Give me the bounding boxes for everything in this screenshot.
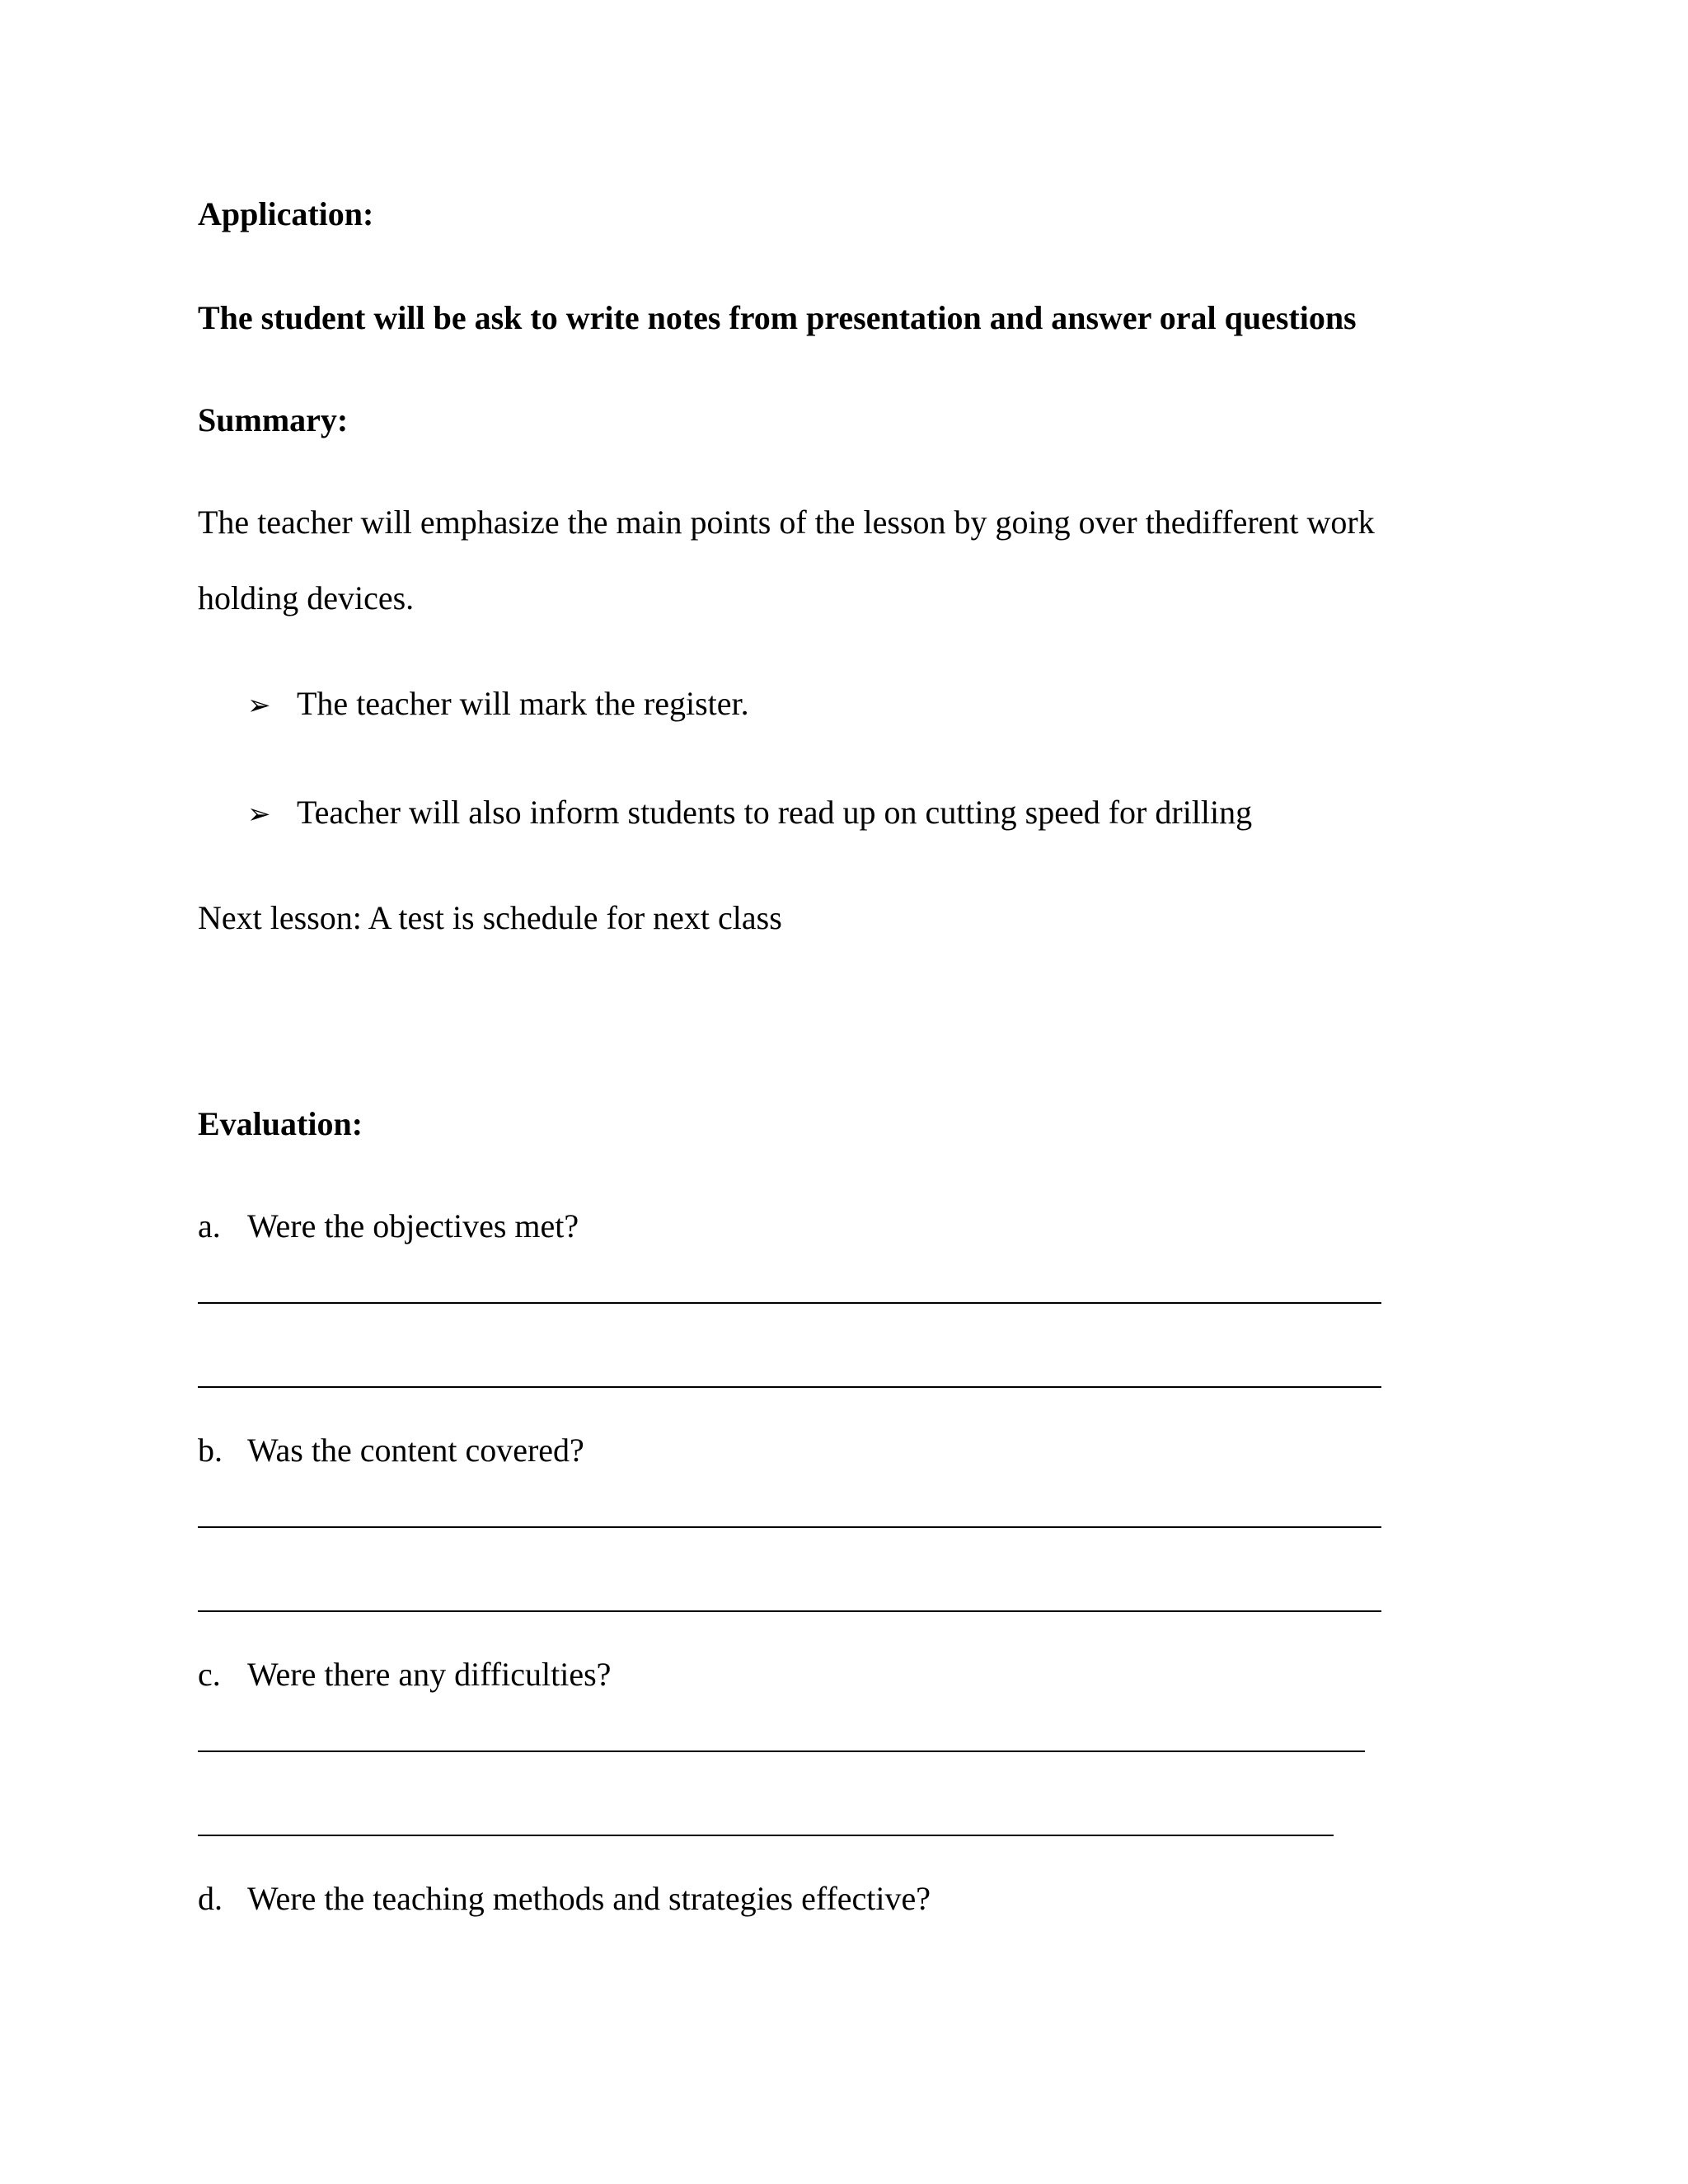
bullet-item (247, 793, 1252, 834)
evaluation-question (198, 1431, 584, 1470)
evaluation-question (198, 1207, 579, 1246)
question-letter: a. (198, 1207, 221, 1244)
application-text: The student will be ask to write notes from presentation and answer oral questions (198, 299, 1357, 336)
question-text: Were there any difficulties? (247, 1656, 612, 1693)
question-letter: b. (198, 1432, 223, 1469)
question-letter: d. (198, 1880, 223, 1917)
answer-line[interactable] (198, 1750, 1365, 1752)
summary-paragraph-line-2: holding devices. (198, 579, 415, 616)
arrowhead-bullet-icon: ➢ (247, 689, 271, 722)
answer-line[interactable] (198, 1386, 1381, 1388)
bullet-item-text: The teacher will mark the register. (297, 685, 749, 722)
evaluation-question (198, 1879, 931, 1919)
answer-line[interactable] (198, 1610, 1381, 1612)
question-text: Was the content covered? (247, 1432, 584, 1469)
next-lesson-text: Next lesson: A test is schedule for next class (198, 899, 782, 936)
application-heading: Application: (198, 195, 374, 232)
answer-line[interactable] (198, 1302, 1381, 1304)
evaluation-heading: Evaluation: (198, 1105, 363, 1142)
arrowhead-bullet-icon: ➢ (247, 798, 271, 831)
summary-paragraph-line-1: The teacher will emphasize the main points of the lesson by going over thedifferent work (198, 504, 1375, 541)
answer-line[interactable] (198, 1526, 1381, 1528)
question-text: Were the objectives met? (247, 1207, 579, 1244)
answer-line[interactable] (198, 1835, 1334, 1836)
question-letter: c. (198, 1656, 221, 1693)
question-text: Were the teaching methods and strategies effective? (247, 1880, 931, 1917)
summary-heading: Summary: (198, 401, 349, 438)
bullet-item (247, 684, 749, 725)
bullet-item-text: Teacher will also inform students to read up on cutting speed for drilling (297, 794, 1253, 831)
evaluation-question (198, 1655, 611, 1694)
